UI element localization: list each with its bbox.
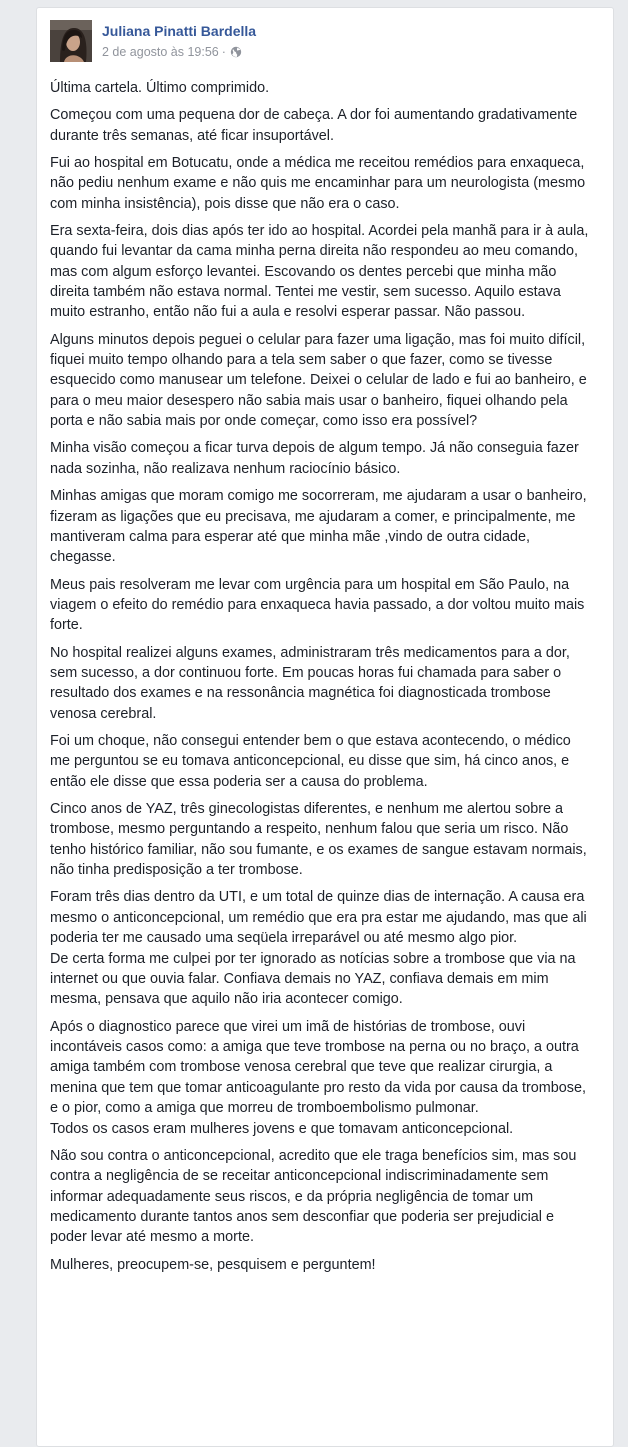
post-paragraph: Foi um choque, não consegui entender bem o que estava acontecendo, o médico me perguntou se eu tomava anticoncepcional, eu disse que sim, há cinco anos, e então ele disse que essa poderia ser a causa do problema. xyxy=(50,732,571,790)
post-paragraph: Minha visão começou a ficar turva depois de algum tempo. Já não conseguia fazer nada sozinha, não realizava nenhum raciocínio básico. xyxy=(50,440,579,477)
post-paragraph: Cinco anos de YAZ, três ginecologistas diferentes, e nenhum me alertou sobre a trombose, mesmo perguntando a respeito, nenhum falou que seria um risco. Não tenho histórico familiar, não sou fumante, e os exames de sangue estavam normais, não tinha predisposição a ter trombose. xyxy=(50,800,587,879)
post-paragraph: Após o diagnostico parece que virei um imã de histórias de trombose, ouvi incontáveis casos como: a amiga que teve trombose na perna ou no braço, a outra amiga também com trombose venosa cerebral que teve que realizar cirurgia, a menina que tem que tomar anticoagulante pro resto da vida por causa da trombose, e o pior, como a amiga que morreu de tromboembolismo pulmonar. Todos os casos eram mulheres jovens e que tomavam anticoncepcional. xyxy=(50,1018,586,1137)
post-paragraph: Alguns minutos depois peguei o celular para fazer uma ligação, mas foi muito difícil, fiquei muito tempo olhando para a tela sem saber o que fazer, como se tivesse esquecido como manusear um telefone. Deixei o celular de lado e fui ao banheiro, e para o meu maior desespero não sabia mais usar o banheiro, fiquei olhando pela porta e não sabia mais por onde começar, como isso era possível? xyxy=(50,331,587,430)
post-card xyxy=(36,7,614,1447)
avatar[interactable] xyxy=(50,20,92,62)
post-paragraph: Fui ao hospital em Botucatu, onde a médica me receitou remédios para enxaqueca, não pediu nenhum exame e não quis me encaminhar para um neurologista (mesmo com minha insistência), pois disse que não era o caso. xyxy=(50,154,586,212)
post-paragraph: Minhas amigas que moram comigo me socorreram, me ajudaram a usar o banheiro, fizeram as ligações que eu precisava, me ajudaram a comer, e principalmente, me mantiveram calma para esperar até que minha mãe ,vindo de outra cidade, chegasse. xyxy=(50,488,587,566)
post-paragraph: Última cartela. Último comprimido. xyxy=(50,80,270,96)
post-timestamp[interactable]: 2 de agosto às 19:56 xyxy=(102,45,219,59)
post-paragraph: Não sou contra o anticoncepcional, acredito que ele traga benefícios sim, mas sou contra a negligência de se receitar anticoncepcional indiscriminadamente sem informar adequadamente seus riscos, e da própria negligência de tomar um medicamento durante tantos anos sem desconfiar que poderia ser prejudicial e poder levar até mesmo a morte. xyxy=(50,1147,577,1246)
post-paragraph: Mulheres, preocupem-se, pesquisem e perguntem! xyxy=(50,1256,376,1273)
author-name-link[interactable]: Juliana Pinatti Bardella xyxy=(102,23,257,39)
post-paragraph: Era sexta-feira, dois dias após ter ido ao hospital. Acordei pela manhã para ir à aula, quando fui levantar da cama minha perna direita não respondeu ao meu comando, mas com algum esforço levantei. Escovando os dentes percebi que minha mão direita também não estava normal. Tentei me vestir, sem sucesso. Aquilo estava muito estranho, então não fui a aula e resolvi esperar passar. Não passou. xyxy=(50,222,589,321)
meta-separator: · xyxy=(221,45,226,59)
post-paragraph: Meus pais resolveram me levar com urgência para um hospital em São Paulo, na viagem o efeito do remédio para enxaqueca havia passado, a dor voltou muito mais forte. xyxy=(50,576,585,634)
post-paragraph: No hospital realizei alguns exames, administraram três medicamentos para a dor, sem sucesso, a dor continuou forte. Em poucas horas fui chamada para saber o resultado dos exames e na ressonância magnética foi diagnosticada trombose venosa cerebral. xyxy=(50,644,570,722)
post-paragraph: Começou com uma pequena dor de cabeça. A dor foi aumentando gradativamente durante três semanas, até ficar insuportável. xyxy=(50,107,578,144)
post-body xyxy=(50,78,592,1282)
globe-icon[interactable] xyxy=(230,46,242,61)
post-meta xyxy=(102,45,242,61)
post-paragraph: Foram três dias dentro da UTI, e um total de quinze dias de internação. A causa era mesmo o anticoncepcional, um remédio que era pra estar me ajudando, mas que ali poderia ter me causado uma seqüela irreparável ou até mesmo algo pior. De certa forma me culpei por ter ignorado as notícias sobre a trombose que via na internet ou que ouvia falar. Confiava demais no YAZ, confiava demais em mim mesma, pensava que aquilo não iria acontecer comigo. xyxy=(50,889,587,1008)
